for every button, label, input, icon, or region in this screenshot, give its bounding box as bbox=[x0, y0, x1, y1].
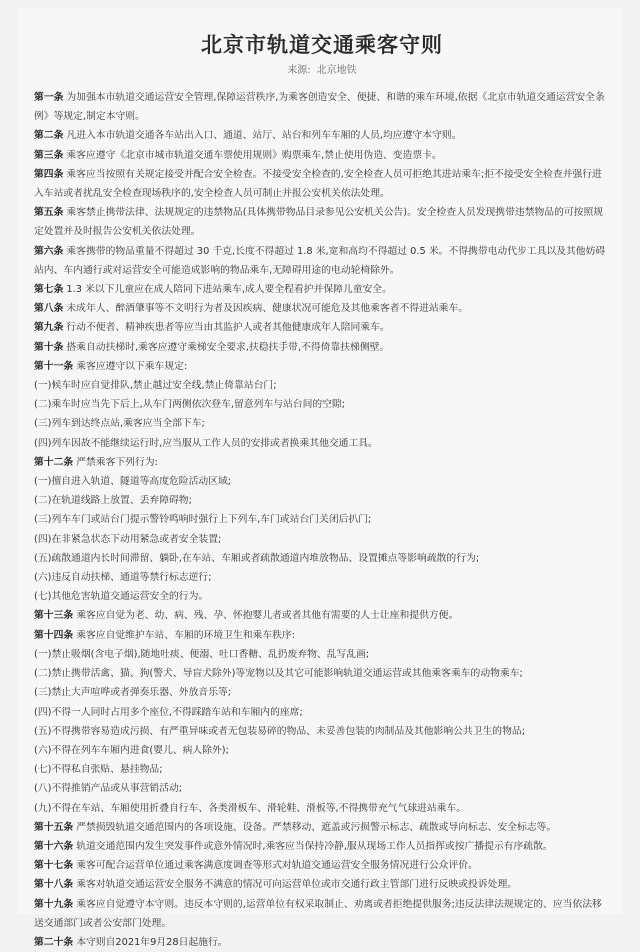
article-subitem bbox=[34, 799, 610, 818]
article-number: 第十三条 bbox=[34, 610, 74, 622]
article-subitem bbox=[34, 530, 610, 549]
article-text: (三)列车到达终点站,乘客应当全部下车; bbox=[34, 418, 205, 430]
article-text: 1.3 米以下儿童应在成人陪同下进站乘车,成人要全程看护并保障儿童安全。 bbox=[66, 284, 392, 296]
article-text: 乘客应自觉为老、幼、病、残、孕、怀抱婴儿者或者其他有需要的人士让座和提供方便。 bbox=[76, 610, 459, 622]
article-line bbox=[34, 933, 610, 952]
source-label: 来源: bbox=[287, 65, 311, 76]
article-number: 第八条 bbox=[34, 303, 64, 315]
source-line bbox=[34, 64, 610, 78]
article-number: 第七条 bbox=[34, 284, 64, 296]
article-line bbox=[34, 88, 610, 126]
article-line bbox=[34, 280, 610, 299]
article-text: 轨道交通范围内发生突发事件或意外情况时,乘客应当保持冷静,服从现场工作人员指挥或按广播提示有序疏散。 bbox=[76, 840, 553, 852]
article-text: (一)禁止吸烟(含电子烟),随地吐痰、便溺、吐口香糖、乱扔废弃物、乱写乱画; bbox=[34, 648, 370, 660]
article-text: 乘客可配合运营单位通过乘客满意度调查等形式对轨道交通运营安全服务情况进行公众评价。 bbox=[76, 860, 478, 872]
article-line bbox=[34, 357, 610, 376]
article-text: (四)不得一人同时占用多个座位,不得踩踏车站和车厢内的座席; bbox=[34, 706, 303, 718]
article-number: 第十五条 bbox=[34, 821, 74, 833]
article-number: 第五条 bbox=[34, 207, 64, 219]
article-text: 乘客应当按照有关规定接受并配合安全检查。不接受安全检查的,安全检查人员可拒绝其进站乘车;拒不接受安全检查并强行进入车站或者扰乱安全检查现场秩序的,安全检查人员可制止并报公安机关依法处理。 bbox=[34, 168, 602, 200]
article-subitem bbox=[34, 395, 610, 414]
article-number: 第二条 bbox=[34, 130, 64, 142]
article-text: 未成年人、醉酒肇事等不文明行为者及因疾病、健康状况可能危及其他乘客者不得进站乘车。 bbox=[66, 303, 469, 315]
article-line bbox=[34, 856, 610, 875]
article-subitem bbox=[34, 568, 610, 587]
article-line bbox=[34, 606, 610, 625]
article-line bbox=[34, 818, 610, 837]
article-subitem bbox=[34, 722, 610, 741]
article-subitem bbox=[34, 510, 610, 529]
article-text: (四)在非紧急状态下动用紧急或者安全装置; bbox=[34, 533, 222, 545]
article-number: 第三条 bbox=[34, 149, 64, 161]
article-number: 第一条 bbox=[34, 92, 64, 103]
article-text: (八)不得推销产品或从事营销活动; bbox=[34, 783, 183, 795]
article-number: 第十八条 bbox=[34, 879, 74, 891]
article-subitem bbox=[34, 703, 610, 722]
article-text: 乘客应遵守以下乘车规定: bbox=[76, 360, 188, 372]
article-subitem bbox=[34, 472, 610, 491]
article-text: (二)乘车时应当先下后上,从车门两侧依次登车,留意列车与站台间的空隙; bbox=[34, 399, 346, 411]
document-page bbox=[18, 8, 622, 948]
article-text: (五)不得携带容易造成污损、有严重异味或者无包装易碎的物品、未妥善包装的肉制品及其他影响公共卫生的物品; bbox=[34, 725, 525, 737]
article-text: 严禁乘客下列行为: bbox=[76, 456, 158, 468]
article-line bbox=[34, 146, 610, 165]
article-line bbox=[34, 126, 610, 145]
article-text: (七)不得私自张贴、悬挂物品; bbox=[34, 764, 163, 776]
article-text: 本守则自2021年9月28日起施行。 bbox=[76, 936, 228, 948]
article-text: (二)在轨道线路上放置、丢弃障碍物; bbox=[34, 495, 192, 507]
article-text: 乘客应自觉维护车站、车厢的环境卫生和乘车秩序: bbox=[76, 629, 296, 641]
article-number: 第十四条 bbox=[34, 629, 74, 641]
article-text: 乘客应自觉遵守本守则。违反本守则的,运营单位有权采取制止、劝离或者拒绝提供服务;违反法律法规规定的、应当依法移送交通部门或者公安部门处理。 bbox=[34, 898, 602, 929]
article-line bbox=[34, 875, 610, 894]
article-text: (一)候车时应自觉排队,禁止越过安全线,禁止倚靠站台门; bbox=[34, 380, 277, 392]
article-line bbox=[34, 299, 610, 318]
article-subitem bbox=[34, 741, 610, 760]
article-text: (九)不得在车站、车厢使用折叠自行车、各类滑板车、滑轮鞋、滑板等,不得携带充气气球进站乘车。 bbox=[34, 802, 467, 814]
article-line bbox=[34, 165, 610, 203]
article-line bbox=[34, 338, 610, 357]
article-subitem bbox=[34, 414, 610, 433]
article-line bbox=[34, 895, 610, 933]
article-subitem bbox=[34, 376, 610, 395]
article-text: (六)违反自动扶梯、通道等禁行标志逆行; bbox=[34, 572, 212, 584]
article-text: 乘客对轨道交通运营安全服务不满意的情况可向运营单位或市交通行政主管部门进行反映或投诉处理。 bbox=[76, 879, 518, 891]
article-text: (三)列车车门或站台门提示警铃鸣响时强行上下列车,车门或站台门关闭后扒门; bbox=[34, 514, 372, 526]
article-line bbox=[34, 453, 610, 472]
article-line bbox=[34, 626, 610, 645]
article-number: 第十条 bbox=[34, 341, 64, 353]
article-line bbox=[34, 837, 610, 856]
article-text: (三)禁止大声喧哗或者弹奏乐器、外放音乐等; bbox=[34, 687, 232, 699]
article-text: 搭乘自动扶梯时,乘客应遵守乘梯安全要求,扶稳扶手带,不得倚靠扶梯侧壁。 bbox=[66, 341, 390, 353]
article-line bbox=[34, 242, 610, 280]
article-text: 乘客禁止携带法律、法规规定的违禁物品(具体携带物品目录参见公安机关公告)。安全检查人员发现携带违禁物品的可按照规定处置并及时报告公安机关依法处理。 bbox=[34, 207, 604, 238]
article-text: (五)疏散通道内长时间滞留、躺卧,在车站、车厢或者疏散通道内堆放物品、设置摊点等影响疏散的行为; bbox=[34, 552, 480, 564]
rules-body bbox=[34, 88, 610, 952]
article-subitem bbox=[34, 491, 610, 510]
article-line bbox=[34, 318, 610, 337]
article-line bbox=[34, 203, 610, 241]
article-number: 第六条 bbox=[34, 245, 64, 257]
article-text: (四)列车因故不能继续运行时,应当服从工作人员的安排或者换乘其他交通工具。 bbox=[34, 437, 378, 449]
page-title: 北京市轨道交通乘客守则 bbox=[201, 33, 443, 57]
article-text: 乘客携带的物品重量不得超过 30 千克,长度不得超过 1.8 米,宽和高均不得超过 0.5 米。不得携带电动代步工具以及其他妨碍站内、车内通行或对运营安全可能造成影响的物品乘车,无障碍用途的电动轮椅除外。 bbox=[34, 245, 606, 276]
article-text: (六)不得在列车车厢内进食(婴儿、病人除外); bbox=[34, 744, 229, 756]
article-text: (七)其他危害轨道交通运营安全的行为。 bbox=[34, 591, 209, 603]
article-text: 为加强本市轨道交通运营安全管理,保障运营秩序,为乘客创造安全、便捷、和谐的乘车环境,依据《北京市轨道交通运营安全条例》等规定,制定本守则。 bbox=[34, 92, 605, 123]
article-number: 第二十条 bbox=[34, 936, 74, 948]
article-number: 第十六条 bbox=[34, 840, 74, 852]
article-number: 第九条 bbox=[34, 322, 64, 334]
article-number: 第十九条 bbox=[34, 898, 74, 910]
article-text: (一)擅自进入轨道、隧道等高度危险活动区域; bbox=[34, 476, 232, 488]
article-subitem bbox=[34, 645, 610, 664]
article-number: 第十七条 bbox=[34, 860, 74, 872]
article-number: 第十二条 bbox=[34, 456, 74, 468]
article-text: 凡进入本市轨道交通各车站出入口、通道、站厅、站台和列车车厢的人员,均应遵守本守则。 bbox=[66, 130, 462, 142]
article-subitem bbox=[34, 683, 610, 702]
article-subitem bbox=[34, 549, 610, 568]
article-number: 第四条 bbox=[34, 168, 64, 180]
article-text: 严禁损毁轨道交通范围内的各项设施、设备。严禁移动、遮盖或污损警示标志、疏散或导向标志、安全标志等。 bbox=[76, 821, 557, 833]
article-subitem bbox=[34, 779, 610, 798]
article-text: 乘客应遵守《北京市城市轨道交通车票使用规则》购票乘车,禁止使用伪造、变造票卡。 bbox=[66, 149, 442, 161]
article-text: 行动不便者、精神疾患者等应当由其监护人或者其他健康成年人陪同乘车。 bbox=[66, 322, 390, 334]
article-number: 第十一条 bbox=[34, 360, 74, 372]
article-subitem bbox=[34, 760, 610, 779]
source-value: 北京地铁 bbox=[316, 65, 357, 76]
article-subitem bbox=[34, 434, 610, 453]
article-text: (二)禁止携带活禽、猫、狗(警犬、导盲犬除外)等宠物以及其它可能影响轨道交通运营或其他乘客乘车的动物乘车; bbox=[34, 668, 523, 680]
article-subitem bbox=[34, 587, 610, 606]
article-subitem bbox=[34, 664, 610, 683]
